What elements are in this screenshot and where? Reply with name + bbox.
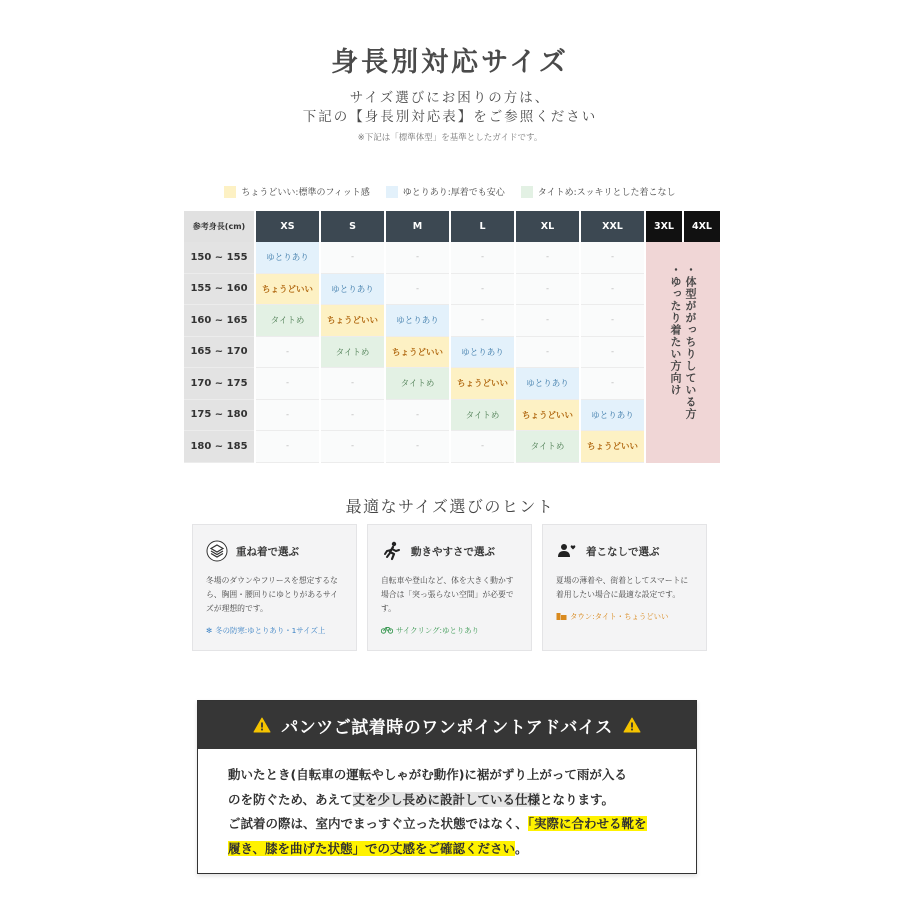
hint-card-title: 重ね着で選ぶ: [236, 545, 299, 558]
fit-cell: -: [516, 337, 579, 369]
advice-text: ご試着の際は、室内でまっすぐ立った状態ではなく、: [228, 816, 528, 831]
size-header-m: M: [386, 211, 449, 242]
fit-cell: ちょうどいい: [256, 274, 319, 306]
fit-cell: ゆとりあり: [256, 242, 319, 274]
size-header-xxl: XXL: [581, 211, 644, 242]
hint-card-tag: [556, 611, 694, 622]
table-row: [184, 431, 720, 463]
fit-cell: -: [321, 431, 384, 463]
table-row: [184, 400, 720, 432]
hint-card-body: 冬場のダウンやフリースを想定するなら、胸囲・腰回りにゆとりがあるサイズが理想的です。: [206, 576, 338, 613]
height-range-cell: 160 ~ 165: [184, 305, 254, 337]
fit-cell: ゆとりあり: [581, 400, 644, 432]
size-header-l: L: [451, 211, 514, 242]
fit-cell: ゆとりあり: [516, 368, 579, 400]
hint-card-tag: [381, 625, 519, 636]
hint-card-header: [381, 540, 519, 562]
size-header-xl: XL: [516, 211, 579, 242]
fit-cell: -: [386, 431, 449, 463]
fit-cell: -: [451, 242, 514, 274]
layers-icon: [206, 540, 228, 562]
subtitle-line-2: 下記の【身長別対応表】をご参照ください: [302, 109, 598, 125]
fit-cell: ちょうどいい: [451, 368, 514, 400]
table-row: [184, 242, 720, 274]
advice-body: [198, 749, 696, 861]
advice-box: [197, 700, 697, 874]
hint-card-tag-text: サイクリング:ゆとりあり: [396, 626, 479, 635]
legend-swatch-loose: [386, 186, 398, 198]
table-row: [184, 274, 720, 306]
fit-cell: ちょうどいい: [386, 337, 449, 369]
size-chart-table: [182, 211, 722, 463]
hint-card-body: 自転車や登山など、体を大きく動かす場合は「突っ張らない空間」が必要です。: [381, 576, 514, 613]
hint-card-header: [206, 540, 344, 562]
table-row: [184, 305, 720, 337]
person-heart-icon: [556, 540, 578, 562]
bicycle-icon: [381, 626, 393, 636]
fit-cell: -: [321, 368, 384, 400]
table-row: [184, 368, 720, 400]
fit-cell: -: [581, 274, 644, 306]
fit-cell: -: [516, 274, 579, 306]
snowflake-icon: ✻: [206, 626, 213, 635]
hints-title: 最適なサイズ選びのヒント: [345, 497, 555, 516]
subtitle-line-1: サイズ選びにお困りの方は、: [349, 90, 551, 106]
fit-cell: -: [581, 337, 644, 369]
fit-cell: -: [451, 431, 514, 463]
fit-cell: ゆとりあり: [386, 305, 449, 337]
legend-label-tight: タイトめ:スッキリとした着こなし: [537, 188, 676, 198]
fit-cell: -: [386, 400, 449, 432]
hint-card-style: [542, 524, 707, 651]
fit-cell: -: [256, 400, 319, 432]
fit-cell: -: [581, 242, 644, 274]
size-header-4xl: 4XL: [684, 211, 720, 242]
fit-cell: タイトめ: [256, 305, 319, 337]
advice-line-1: 動いたとき(自転車の運転やしゃがむ動作)に裾がずり上がって雨が入る: [228, 767, 627, 782]
fit-cell: -: [386, 274, 449, 306]
advice-text: のを防ぐため、あえて: [228, 791, 353, 807]
hint-card-body: 夏場の薄着や、街着としてスマートに着用したい場合に最適な設定です。: [556, 576, 689, 599]
legend-label-loose: ゆとりあり:厚着でも安心: [402, 188, 505, 198]
running-icon: [381, 540, 403, 562]
hint-card-tag-text: 冬の防寒:ゆとりあり・1サイズ上: [215, 626, 326, 635]
fit-cell: ちょうどいい: [581, 431, 644, 463]
hint-card-tag: [206, 625, 344, 636]
fit-cell: ゆとりあり: [451, 337, 514, 369]
hint-card-tag-text: タウン:タイト・ちょうどいい: [570, 612, 669, 621]
legend-item-just: [224, 185, 369, 198]
height-range-cell: 155 ~ 160: [184, 274, 254, 306]
size-header-s: S: [321, 211, 384, 242]
legend-item-loose: [386, 185, 505, 198]
legend-label-just: ちょうどいい:標準のフィット感: [241, 188, 370, 198]
table-row: [184, 337, 720, 369]
fit-cell: ちょうどいい: [516, 400, 579, 432]
height-range-cell: 165 ~ 170: [184, 337, 254, 369]
advice-highlight-gray: 丈を少し長めに設計している仕様: [352, 791, 541, 807]
legend-swatch-just: [224, 186, 236, 198]
advice-highlight-yellow: 履き、膝を曲げた状態」での丈感をご確認ください: [228, 840, 516, 856]
hint-card-layering: [192, 524, 357, 651]
fit-cell: タイトめ: [516, 431, 579, 463]
fit-cell: タイトめ: [386, 368, 449, 400]
height-range-cell: 175 ~ 180: [184, 400, 254, 432]
fit-cell: ちょうどいい: [321, 305, 384, 337]
large-size-note-cell: [646, 242, 720, 463]
fit-cell: -: [451, 305, 514, 337]
advice-line-4: [228, 837, 696, 862]
size-header-3xl: 3XL: [646, 211, 682, 242]
advice-highlight-yellow: 「実際に合わせる靴を: [527, 816, 647, 831]
advice-text: 。: [515, 840, 528, 856]
fit-cell: ゆとりあり: [321, 274, 384, 306]
fit-cell: タイトめ: [451, 400, 514, 432]
page-title: 身長別対応サイズ: [331, 47, 569, 78]
fit-cell: -: [321, 242, 384, 274]
warning-icon: [623, 717, 641, 733]
hint-card-header: [556, 540, 694, 562]
size-header-row: [184, 211, 720, 242]
fit-cell: -: [516, 242, 579, 274]
fit-cell: -: [256, 431, 319, 463]
large-size-note: ・体型ががっちりしている方 ・ゆったり着たい方向け: [669, 264, 697, 420]
fit-cell: -: [516, 305, 579, 337]
legend-swatch-tight: [521, 186, 533, 198]
fit-cell: -: [581, 305, 644, 337]
height-column-header: 参考身長(cm): [184, 211, 254, 242]
fit-cell: -: [321, 400, 384, 432]
guide-note: ※下記は「標準体型」を基準としたガイドです。: [357, 133, 543, 143]
height-range-cell: 150 ~ 155: [184, 242, 254, 274]
hint-card-mobility: [367, 524, 532, 651]
height-range-cell: 180 ~ 185: [184, 431, 254, 463]
legend-item-tight: [521, 185, 676, 198]
advice-title: パンツご試着時のワンポイントアドバイス: [281, 717, 613, 738]
hint-card-title: 着こなしで選ぶ: [586, 545, 660, 558]
hint-card-title: 動きやすさで選ぶ: [411, 545, 495, 558]
fit-cell: -: [256, 368, 319, 400]
fit-cell: -: [451, 274, 514, 306]
advice-line-3: [228, 812, 696, 837]
warning-icon: [253, 717, 271, 733]
height-range-cell: 170 ~ 175: [184, 368, 254, 400]
advice-line-2: [228, 788, 696, 813]
fit-legend: [0, 185, 900, 198]
size-header-xs: XS: [256, 211, 319, 242]
advice-text: となります。: [540, 791, 615, 807]
fit-cell: -: [386, 242, 449, 274]
fit-cell: タイトめ: [321, 337, 384, 369]
fit-cell: -: [581, 368, 644, 400]
advice-header: [198, 701, 696, 749]
buildings-icon: [556, 611, 567, 622]
fit-cell: -: [256, 337, 319, 369]
